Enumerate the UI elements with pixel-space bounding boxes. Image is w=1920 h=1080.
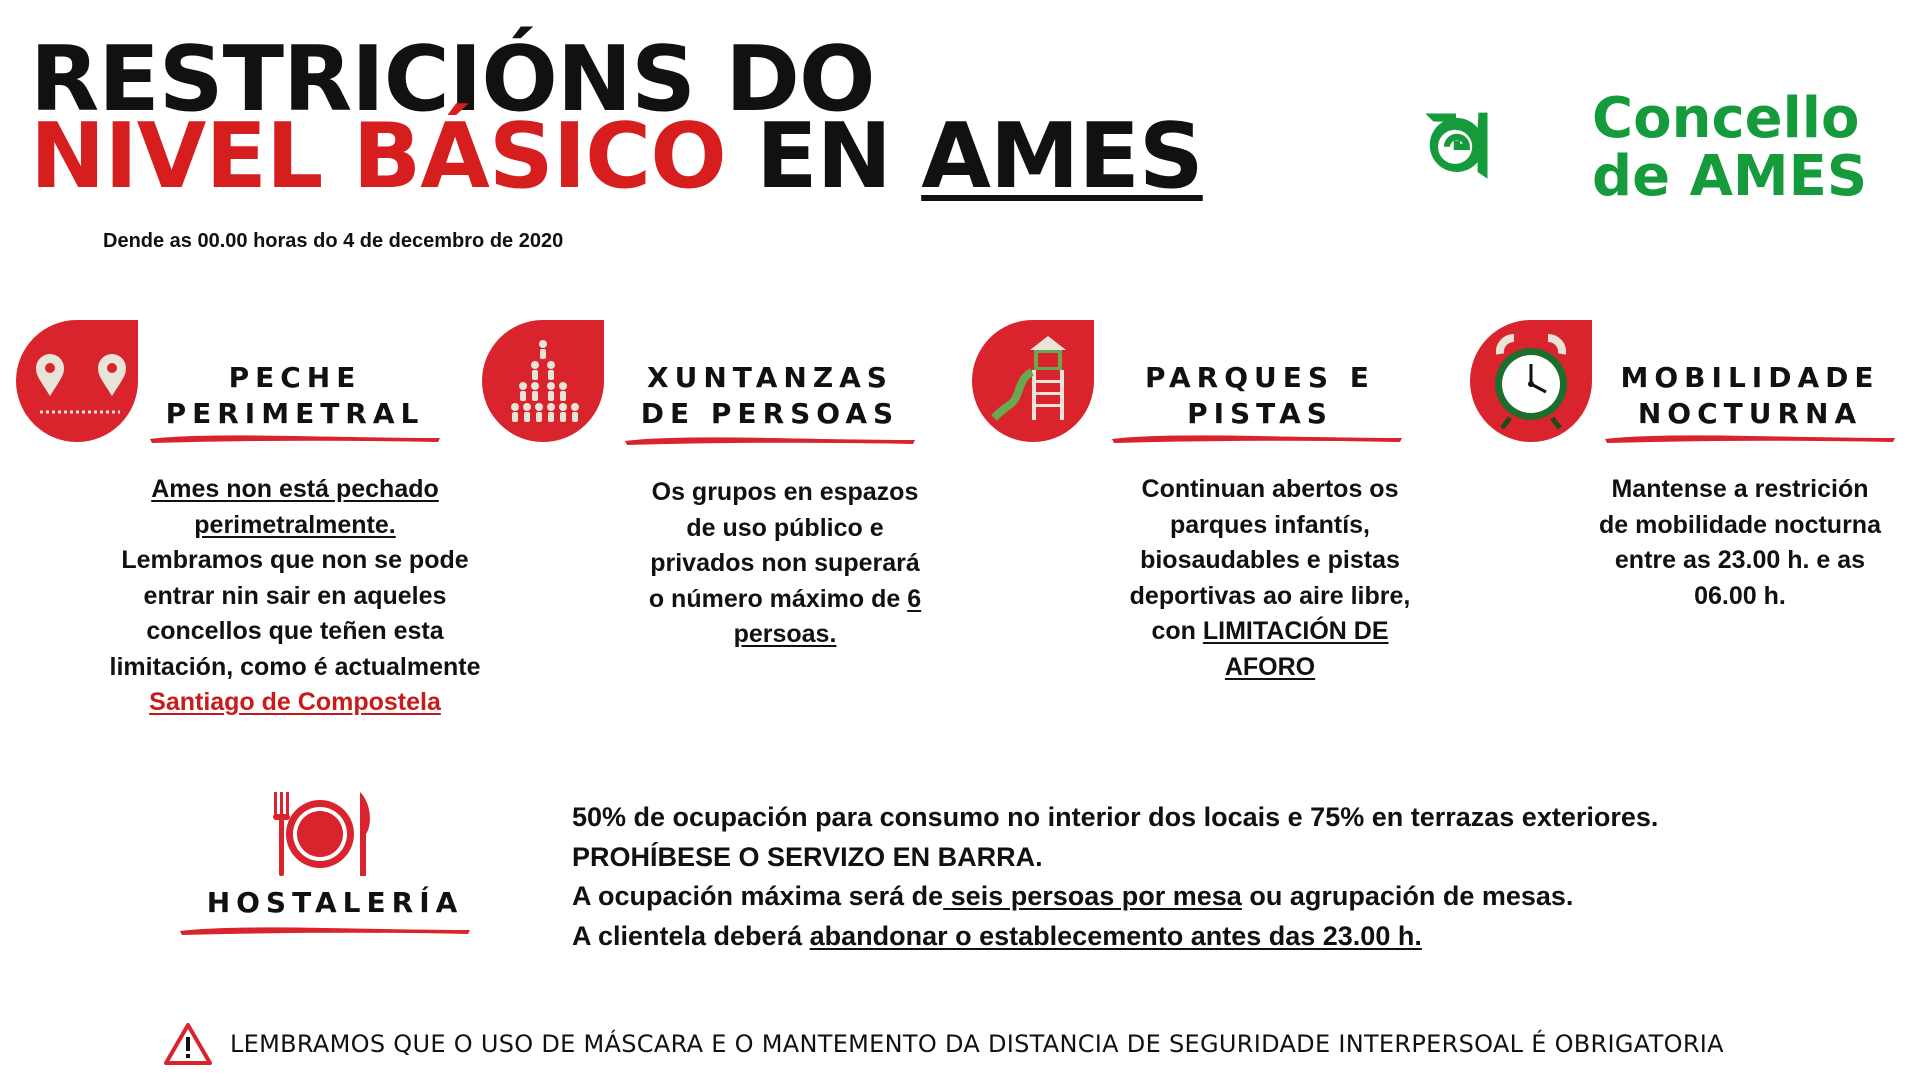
body-line: concellos que teñen esta <box>146 617 444 645</box>
section-parques <box>972 320 1094 447</box>
host-text: A ocupación máxima será de <box>572 881 944 911</box>
title-part2: PISTAS <box>1187 397 1333 430</box>
section-xuntanzas <box>482 320 604 447</box>
title-ames: AMES <box>921 104 1203 209</box>
section-title-parques <box>1115 360 1405 432</box>
host-line: PROHÍBESE O SERVIZO EN BARRA. <box>572 841 1043 872</box>
title-part1: XUNTANZAS <box>647 361 893 394</box>
body-line: Ames non está pechado <box>151 475 439 503</box>
body-line: parques infantís, <box>1169 510 1371 539</box>
body-line: persoas. <box>733 620 837 648</box>
title-part1: PARQUES E <box>1145 361 1375 394</box>
host-line <box>572 877 1658 917</box>
brush-underline <box>1605 433 1895 443</box>
body-line: entre as 23.00 h. e as <box>1614 546 1866 574</box>
body-line: deportivas ao aire libre, <box>1129 581 1411 610</box>
body-line: Os grupos en espazos <box>651 478 919 506</box>
section-peche-perimetral <box>16 320 138 447</box>
body-line: perimetralmente. <box>194 510 396 539</box>
max-people-number: 6 <box>907 584 922 613</box>
logo-line2: de AMES <box>1592 144 1868 209</box>
section-body-xuntanzas <box>600 475 970 653</box>
host-closing-time: abandonar o establecemento antes das 23.00 h. <box>809 920 1422 951</box>
body-line: Mantense a restrición <box>1611 475 1869 503</box>
effective-date: Dende as 00.00 horas do 4 de decembro de 2020 <box>103 230 564 252</box>
people-group-icon <box>482 320 604 442</box>
body-text: con <box>1151 617 1203 645</box>
brush-underline <box>1112 433 1402 443</box>
host-line <box>572 917 1658 957</box>
warning-icon <box>163 1022 213 1066</box>
host-text: A clientela deberá <box>572 920 810 951</box>
section-body-parques <box>1075 472 1465 685</box>
logo-line1: Concello <box>1592 86 1860 151</box>
body-line <box>600 582 970 618</box>
playground-icon <box>972 320 1094 442</box>
title-part2: DE PERSOAS <box>640 397 900 430</box>
brush-underline <box>180 925 470 935</box>
body-line: de mobilidade nocturna <box>1599 510 1881 539</box>
body-line: Lembramos que non se pode <box>121 546 469 574</box>
host-line: 50% de ocupación para consumo no interior dos locais e 75% en terrazas exteriores. <box>572 802 1659 832</box>
section-mobilidade <box>1470 320 1592 447</box>
body-line: biosaudables e pistas <box>1140 546 1400 574</box>
hostaleria-title: HOSTALERÍA <box>206 886 464 919</box>
footer-notice: LEMBRAMOS QUE O USO DE MÁSCARA E O MANTEMENTO DA DISTANCIA DE SEGURIDADE INTERPERSOAL É OBRIGATORIA <box>230 1030 1724 1058</box>
title-level: NIVEL BÁSICO <box>30 104 726 209</box>
body-line: entrar nin sair en aqueles <box>143 581 447 610</box>
title-en: EN <box>725 104 922 209</box>
plate-cutlery-icon <box>268 790 378 880</box>
host-max-people: seis persoas por mesa <box>943 881 1242 911</box>
body-line: privados non superará <box>650 549 920 577</box>
section-body-peche <box>80 472 510 721</box>
body-text: o número máximo de <box>648 584 908 613</box>
alarm-clock-icon <box>1470 320 1592 442</box>
body-line <box>1075 614 1465 650</box>
santiago-link[interactable]: Santiago de Compostela <box>149 688 441 716</box>
body-line: Continuan abertos os <box>1141 475 1399 503</box>
body-line: AFORO <box>1224 652 1316 681</box>
hostaleria-body <box>572 798 1658 956</box>
section-body-mobilidade <box>1575 472 1905 614</box>
section-title-xuntanzas <box>625 360 915 432</box>
section-title-peche <box>150 360 440 432</box>
section-title-mobilidade <box>1605 360 1895 432</box>
title-part2: PERIMETRAL <box>165 397 425 430</box>
brush-underline <box>150 433 440 443</box>
host-text: ou agrupación de mesas. <box>1241 881 1574 911</box>
aforo-limit: LIMITACIÓN DE <box>1202 617 1389 645</box>
title-part1: PECHE <box>228 361 362 394</box>
body-line: 06.00 h. <box>1694 581 1786 610</box>
page-title-line2 <box>30 104 1203 209</box>
body-line: limitación, como é actualmente <box>109 652 481 681</box>
title-part1: MOBILIDADE <box>1620 361 1880 394</box>
body-line: de uso público e <box>686 513 884 542</box>
title-part2: NOCTURNA <box>1637 397 1863 430</box>
concello-logo-text <box>1592 86 1868 209</box>
concello-logo-icon <box>1420 65 1600 225</box>
brush-underline <box>625 435 915 445</box>
map-pin-icon <box>16 320 138 442</box>
page-title-line1: RESTRICIÓNS DO <box>30 27 875 132</box>
